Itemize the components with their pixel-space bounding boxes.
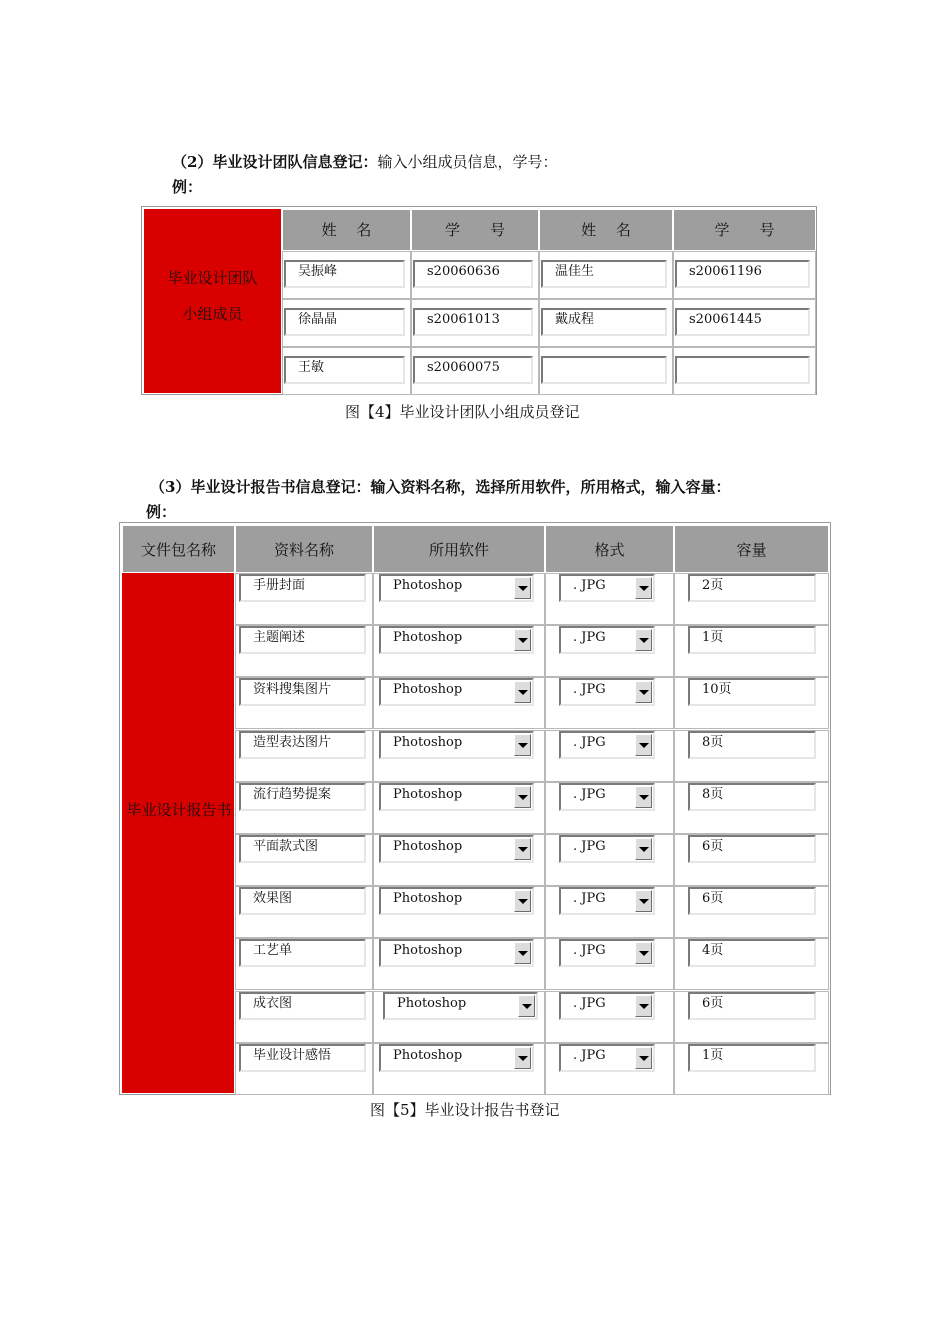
software-select[interactable] bbox=[379, 626, 534, 654]
material-name-input[interactable]: 手册封面 bbox=[239, 574, 366, 602]
section2-heading-rest: 输入小组成员信息，学号： bbox=[377, 153, 558, 171]
format-select-value: . JPG bbox=[573, 630, 606, 645]
format-select[interactable] bbox=[559, 731, 655, 759]
capacity-input[interactable]: 8页 bbox=[688, 783, 816, 811]
material-name-input[interactable]: 造型表达图片 bbox=[239, 731, 366, 759]
chevron-down-icon[interactable] bbox=[514, 942, 531, 964]
software-select[interactable] bbox=[379, 1044, 534, 1072]
chevron-down-icon[interactable] bbox=[635, 786, 652, 808]
capacity-input[interactable]: 10页 bbox=[688, 678, 816, 706]
chevron-down-icon[interactable] bbox=[635, 1047, 652, 1069]
material-name-input[interactable]: 平面款式图 bbox=[239, 835, 366, 863]
software-select-value: Photoshop bbox=[393, 943, 463, 958]
chevron-down-icon[interactable] bbox=[635, 577, 652, 599]
chevron-down-icon[interactable] bbox=[635, 995, 652, 1017]
team-member-input[interactable]: s20060636 bbox=[413, 260, 533, 288]
format-select[interactable] bbox=[559, 678, 655, 706]
team-header-cell: 学 号 bbox=[411, 209, 539, 251]
figure4-caption: 图【4】毕业设计团队小组成员登记 bbox=[345, 403, 580, 421]
chevron-down-icon[interactable] bbox=[514, 890, 531, 912]
software-select[interactable] bbox=[379, 887, 534, 915]
software-select[interactable] bbox=[379, 731, 534, 759]
format-select[interactable] bbox=[559, 835, 655, 863]
format-select[interactable] bbox=[559, 939, 655, 967]
capacity-input[interactable]: 8页 bbox=[688, 731, 816, 759]
format-select[interactable] bbox=[559, 783, 655, 811]
chevron-down-icon[interactable] bbox=[514, 1047, 531, 1069]
chevron-down-icon[interactable] bbox=[635, 890, 652, 912]
capacity-input[interactable]: 6页 bbox=[688, 992, 816, 1020]
software-select-value: Photoshop bbox=[393, 735, 463, 750]
format-select[interactable] bbox=[559, 574, 655, 602]
team-member-input[interactable]: s20061196 bbox=[675, 260, 810, 288]
group-label-line2: 小组成员 bbox=[182, 305, 243, 323]
chevron-down-icon[interactable] bbox=[518, 995, 535, 1017]
software-select-value: Photoshop bbox=[397, 996, 467, 1011]
capacity-input[interactable]: 6页 bbox=[688, 887, 816, 915]
package-label: 毕业设计报告书 bbox=[126, 801, 232, 819]
software-select[interactable] bbox=[379, 783, 534, 811]
chevron-down-icon[interactable] bbox=[635, 629, 652, 651]
material-name-input[interactable]: 流行趋势提案 bbox=[239, 783, 366, 811]
format-select[interactable] bbox=[559, 626, 655, 654]
chevron-down-icon[interactable] bbox=[635, 942, 652, 964]
chevron-down-icon[interactable] bbox=[514, 838, 531, 860]
section2-heading bbox=[172, 151, 557, 173]
format-select-value: . JPG bbox=[573, 578, 606, 593]
team-member-input[interactable]: 戴成程 bbox=[541, 308, 667, 336]
team-member-input[interactable]: 温佳生 bbox=[541, 260, 667, 288]
material-name-input[interactable]: 工艺单 bbox=[239, 939, 366, 967]
figure5-caption: 图【5】毕业设计报告书登记 bbox=[370, 1101, 560, 1119]
software-select-value: Photoshop bbox=[393, 839, 463, 854]
team-member-input[interactable]: s20061445 bbox=[675, 308, 810, 336]
software-select[interactable] bbox=[379, 678, 534, 706]
capacity-input[interactable]: 1页 bbox=[688, 626, 816, 654]
team-members-table bbox=[141, 206, 817, 395]
software-select[interactable] bbox=[379, 574, 534, 602]
chevron-down-icon[interactable] bbox=[514, 734, 531, 756]
team-member-input[interactable]: s20061013 bbox=[413, 308, 533, 336]
software-select-value: Photoshop bbox=[393, 1048, 463, 1063]
format-select-value: . JPG bbox=[573, 682, 606, 697]
software-select[interactable] bbox=[379, 939, 534, 967]
capacity-input[interactable]: 2页 bbox=[688, 574, 816, 602]
capacity-input[interactable]: 4页 bbox=[688, 939, 816, 967]
chevron-down-icon[interactable] bbox=[514, 629, 531, 651]
section3-heading: （3）毕业设计报告书信息登记：输入资料名称，选择所用软件，所用格式，输入容量： bbox=[150, 478, 731, 496]
report-header-cell: 所用软件 bbox=[373, 525, 545, 573]
team-member-input[interactable]: 吴振峰 bbox=[284, 260, 405, 288]
chevron-down-icon[interactable] bbox=[635, 734, 652, 756]
section2-example: 例： bbox=[172, 178, 203, 196]
chevron-down-icon[interactable] bbox=[635, 838, 652, 860]
capacity-input[interactable]: 6页 bbox=[688, 835, 816, 863]
format-select-value: . JPG bbox=[573, 839, 606, 854]
team-header-cell: 学 号 bbox=[673, 209, 816, 251]
format-select-value: . JPG bbox=[573, 996, 606, 1011]
material-name-input[interactable]: 主题阐述 bbox=[239, 626, 366, 654]
group-label-line1: 毕业设计团队 bbox=[167, 269, 258, 287]
team-header-cell: 姓 名 bbox=[539, 209, 673, 251]
material-name-input[interactable]: 毕业设计感悟 bbox=[239, 1044, 366, 1072]
format-select[interactable] bbox=[559, 887, 655, 915]
report-header-cell: 格式 bbox=[545, 525, 674, 573]
software-select-value: Photoshop bbox=[393, 682, 463, 697]
report-table bbox=[119, 522, 831, 1095]
capacity-input[interactable]: 1页 bbox=[688, 1044, 816, 1072]
report-header-cell: 资料名称 bbox=[235, 525, 373, 573]
format-select-value: . JPG bbox=[573, 943, 606, 958]
package-label-cell bbox=[122, 573, 234, 1093]
format-select-value: . JPG bbox=[573, 735, 606, 750]
chevron-down-icon[interactable] bbox=[514, 577, 531, 599]
format-select-value: . JPG bbox=[573, 1048, 606, 1063]
section3-example: 例： bbox=[146, 503, 177, 521]
software-select[interactable] bbox=[383, 992, 538, 1020]
material-name-input[interactable]: 效果图 bbox=[239, 887, 366, 915]
material-name-input[interactable]: 成衣图 bbox=[239, 992, 366, 1020]
software-select-value: Photoshop bbox=[393, 630, 463, 645]
chevron-down-icon[interactable] bbox=[635, 681, 652, 703]
team-member-input[interactable]: 徐晶晶 bbox=[284, 308, 405, 336]
format-select[interactable] bbox=[559, 1044, 655, 1072]
report-header-cell: 文件包名称 bbox=[122, 525, 235, 573]
team-member-input[interactable] bbox=[541, 356, 667, 384]
software-select-value: Photoshop bbox=[393, 787, 463, 802]
team-member-input[interactable]: s20060075 bbox=[413, 356, 533, 384]
chevron-down-icon[interactable] bbox=[514, 681, 531, 703]
team-member-input[interactable]: 王敏 bbox=[284, 356, 405, 384]
report-header-cell: 容量 bbox=[674, 525, 829, 573]
software-select-value: Photoshop bbox=[393, 578, 463, 593]
team-header-cell: 姓 名 bbox=[282, 209, 411, 251]
format-select-value: . JPG bbox=[573, 891, 606, 906]
format-select-value: . JPG bbox=[573, 787, 606, 802]
software-select[interactable] bbox=[379, 835, 534, 863]
format-select[interactable] bbox=[559, 992, 655, 1020]
group-label-cell bbox=[144, 209, 281, 393]
section2-heading-bold: （2）毕业设计团队信息登记： bbox=[172, 153, 378, 171]
chevron-down-icon[interactable] bbox=[514, 786, 531, 808]
team-member-input[interactable] bbox=[675, 356, 810, 384]
material-name-input[interactable]: 资料搜集图片 bbox=[239, 678, 366, 706]
software-select-value: Photoshop bbox=[393, 891, 463, 906]
